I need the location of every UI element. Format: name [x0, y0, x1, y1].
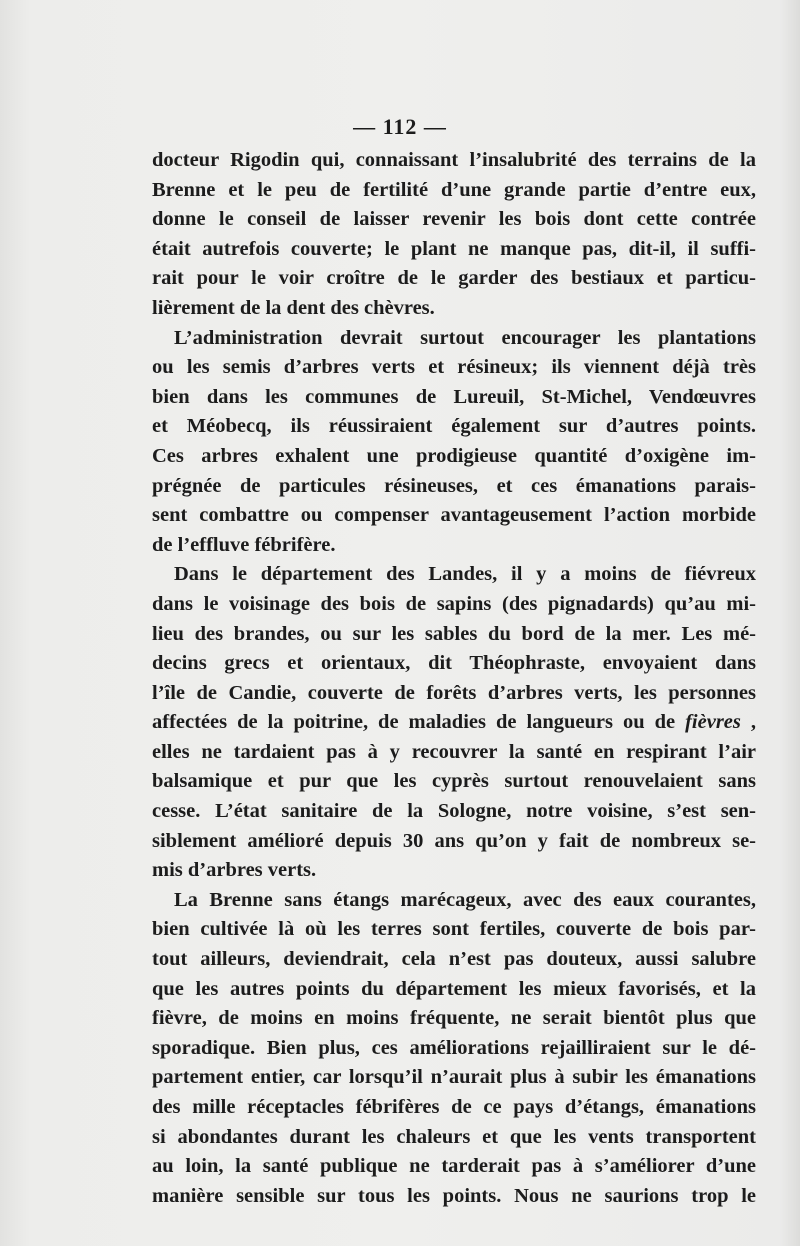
text-line-content: sent combattre ou compenser avantageusement l’action morbide [152, 504, 756, 527]
text-line [152, 324, 756, 354]
text-line [152, 176, 756, 206]
text-line-content: donne le conseil de laisser revenir les bois dont cette contrée [152, 208, 756, 231]
text-line-content: docteur Rigodin qui, connaissant l’insalubrité des terrains de la [152, 149, 756, 171]
text-line-content: La Brenne sans étangs marécageux, avec des eaux courantes, [174, 888, 756, 911]
text-line [152, 945, 756, 975]
text-line-content: siblement amélioré depuis 30 ans qu’on y fait de nombreux se- [152, 829, 756, 852]
text-line-content: lieu des brandes, ou sur les sables du bord de la mer. Les mé- [152, 622, 756, 645]
text-line-content: balsamique et pur que les cyprès surtout renouvelaient sans [152, 770, 756, 793]
text-line-content: rait pour le voir croître de le garder des bestiaux et particu- [152, 267, 756, 290]
body-text [152, 146, 756, 1211]
text-line-content: bien cultivée là où les terres sont fertiles, couverte de bois par- [152, 918, 756, 941]
text-line [152, 1004, 756, 1034]
text-line [152, 679, 756, 709]
text-line-content: que les autres points du département les mieux favorisés, et la [152, 977, 756, 1000]
text-line [152, 738, 756, 768]
text-line [152, 294, 756, 324]
text-line [152, 886, 756, 916]
text-line-content: Ces arbres exhalent une prodigieuse quantité d’oxigène im- [152, 444, 756, 467]
text-line [152, 1152, 756, 1182]
text-line-content: de l’effluve fébrifère. [152, 533, 336, 556]
text-line [152, 1063, 756, 1093]
text-line-content: mis d’arbres verts. [152, 859, 317, 882]
text-line-content: cesse. L’état sanitaire de la Sologne, notre voisine, s’est sen- [152, 800, 756, 823]
text-line [152, 531, 756, 561]
text-line [152, 1182, 756, 1212]
text-line [152, 1123, 756, 1153]
text-line-content: dans le voisinage des bois de sapins (des pignadards) qu’au mi- [152, 592, 756, 615]
text-line [152, 146, 756, 176]
text-line [152, 856, 756, 886]
punctuation: , [740, 711, 756, 734]
text-line [152, 915, 756, 945]
text-line-content: tout ailleurs, deviendrait, cela n’est pas douteux, aussi salubre [152, 948, 756, 971]
text-line-content: partement entier, car lorsqu’il n’aurait plus à subir les émanations [152, 1066, 756, 1089]
text-line-content: fièvre, de moins en moins fréquente, ne serait bientôt plus que [152, 1007, 756, 1030]
italic-word: fièvres [685, 711, 741, 734]
text-line-content: affectées de la poitrine, de maladies de langueurs ou de [152, 711, 676, 734]
text-line [152, 264, 756, 294]
text-line [152, 1093, 756, 1123]
text-line-content: L’administration devrait surtout encourager les plantations [174, 326, 756, 349]
text-line-content: ou les semis d’arbres verts et résineux; ils viennent déjà très [152, 356, 756, 379]
text-line-content: au loin, la santé publique ne tarderait pas à s’améliorer d’une [152, 1155, 756, 1178]
text-line [152, 442, 756, 472]
text-line-content: et Méobecq, ils réussiraient également sur d’autres points. [152, 415, 756, 438]
text-line [152, 235, 756, 265]
text-line-content: manière sensible sur tous les points. Nous ne saurions trop le [152, 1184, 756, 1207]
page-number: — 112 — [353, 114, 447, 139]
text-line-content: sporadique. Bien plus, ces améliorations rejailliraient sur le dé- [152, 1036, 756, 1059]
text-line [152, 708, 756, 738]
text-line [152, 1034, 756, 1064]
text-line-content: si abondantes durant les chaleurs et que les vents transportent [152, 1125, 756, 1148]
text-line-content: prégnée de particules résineuses, et ces émanations parais- [152, 474, 756, 497]
text-line-content: Brenne et le peu de fertilité d’une grande partie d’entre eux, [152, 178, 756, 201]
text-line-content: elles ne tardaient pas à y recouvrer la santé en respirant l’air [152, 740, 756, 763]
text-line-content: l’île de Candie, couverte de forêts d’arbres verts, les personnes [152, 681, 756, 704]
text-line [152, 383, 756, 413]
text-line [152, 205, 756, 235]
text-line [152, 472, 756, 502]
text-line-content: bien dans les communes de Lureuil, St-Michel, Vendœuvres [152, 385, 756, 408]
text-line [152, 797, 756, 827]
text-line-content: était autrefois couverte; le plant ne manque pas, dit-il, il suffi- [152, 237, 756, 260]
text-line [152, 560, 756, 590]
text-line [152, 767, 756, 797]
text-line [152, 590, 756, 620]
text-line-content: Dans le département des Landes, il y a moins de fiévreux [174, 563, 756, 586]
text-line-content: des mille réceptacles fébrifères de ce pays d’étangs, émanations [152, 1096, 756, 1118]
text-line [152, 827, 756, 857]
text-line [152, 649, 756, 679]
text-line [152, 412, 756, 442]
text-line [152, 620, 756, 650]
text-line [152, 975, 756, 1005]
text-line-content: decins grecs et orientaux, dit Théophraste, envoyaient dans [152, 652, 756, 675]
text-line-content: lièrement de la dent des chèvres. [152, 296, 435, 319]
text-line [152, 353, 756, 383]
text-line [152, 501, 756, 531]
